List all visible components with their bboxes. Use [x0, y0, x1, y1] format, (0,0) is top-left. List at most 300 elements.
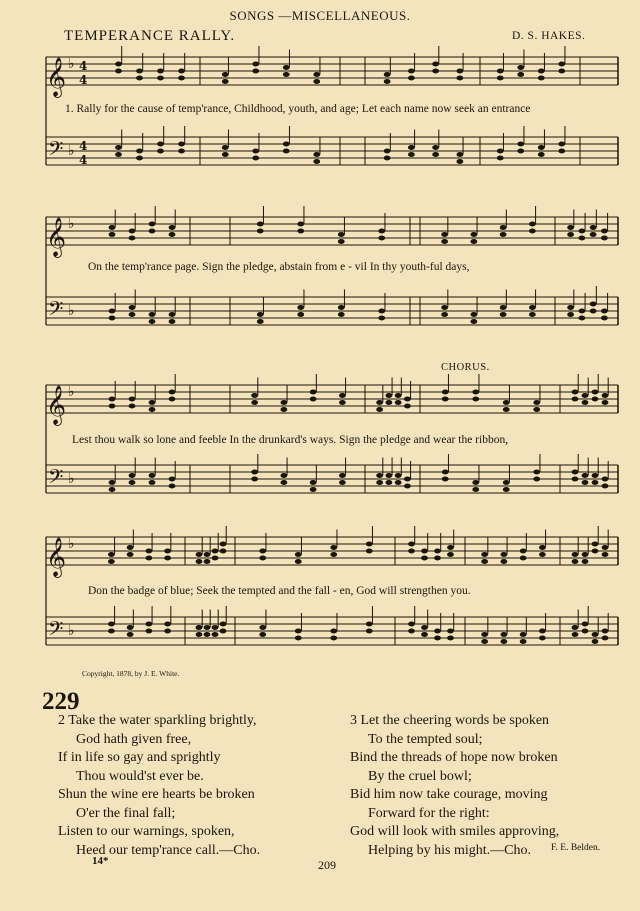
- time-signature-top: 4: [79, 139, 88, 153]
- verse-3: [350, 712, 559, 860]
- flat-sign-icon: ♭: [68, 56, 75, 72]
- note-head: [533, 470, 540, 475]
- verse-line: By the cruel bowl;: [368, 768, 472, 784]
- note-head: [169, 484, 176, 489]
- note-head: [149, 400, 156, 405]
- note-head: [385, 473, 392, 478]
- note-head: [567, 225, 574, 230]
- note-head: [384, 156, 391, 161]
- bass-clef-icon: 𝄢: [48, 297, 64, 325]
- note-head: [408, 152, 415, 157]
- music-system-2: [40, 205, 620, 355]
- note-head: [497, 156, 504, 161]
- note-head: [212, 632, 219, 637]
- note-head: [602, 636, 609, 641]
- note-head: [330, 545, 337, 550]
- note-head: [109, 397, 116, 402]
- flat-sign-icon: ♭: [68, 536, 75, 552]
- note-head: [149, 480, 156, 485]
- note-head: [297, 222, 304, 227]
- note-head: [578, 236, 585, 241]
- note-head: [115, 152, 122, 157]
- note-head: [500, 639, 507, 644]
- note-head: [330, 552, 337, 557]
- note-head: [592, 473, 599, 478]
- time-signature-bottom: 4: [79, 153, 88, 167]
- note-head: [145, 629, 152, 634]
- note-head: [109, 225, 116, 230]
- note-head: [297, 229, 304, 234]
- note-head: [408, 542, 415, 547]
- note-head: [470, 239, 477, 244]
- verse-line: Listen to our warnings, spoken,: [58, 824, 235, 839]
- note-head: [572, 559, 579, 564]
- note-head: [442, 397, 449, 402]
- verse-line: God will look with smiles approving,: [350, 824, 560, 839]
- note-head: [578, 316, 585, 321]
- treble-clef-icon: 𝄞: [46, 385, 67, 425]
- note-head: [456, 69, 463, 74]
- note-head: [313, 79, 320, 84]
- note-head: [378, 316, 385, 321]
- verse-line: Thou would'st ever be.: [76, 768, 204, 784]
- note-head: [129, 397, 136, 402]
- flat-sign-icon: ♭: [68, 143, 75, 159]
- composer-credit: D. S. HAKES.: [512, 30, 586, 42]
- note-head: [338, 239, 345, 244]
- note-head: [212, 625, 219, 630]
- note-head: [251, 400, 258, 405]
- note-head: [472, 487, 479, 492]
- note-head: [145, 622, 152, 627]
- note-head: [378, 309, 385, 314]
- note-head: [196, 625, 203, 630]
- flat-sign-icon: ♭: [68, 384, 75, 400]
- note-head: [590, 225, 597, 230]
- verse-line: If in life so gay and sprightly: [58, 750, 221, 765]
- note-head: [109, 480, 116, 485]
- note-head: [313, 72, 320, 77]
- note-head: [251, 470, 258, 475]
- note-head: [310, 390, 317, 395]
- note-head: [313, 159, 320, 164]
- note-head: [259, 556, 266, 561]
- note-head: [129, 305, 136, 310]
- note-head: [558, 62, 565, 67]
- note-head: [295, 552, 302, 557]
- note-head: [136, 76, 143, 81]
- note-head: [220, 622, 227, 627]
- note-head: [280, 407, 287, 412]
- note-head: [136, 69, 143, 74]
- note-head: [441, 312, 448, 317]
- note-head: [127, 625, 134, 630]
- note-head: [384, 72, 391, 77]
- note-head: [447, 636, 454, 641]
- note-head: [339, 480, 346, 485]
- note-head: [108, 559, 115, 564]
- note-head: [582, 480, 589, 485]
- note-head: [295, 629, 302, 634]
- note-head: [283, 142, 290, 147]
- note-head: [252, 69, 259, 74]
- note-head: [378, 229, 385, 234]
- note-head: [108, 622, 115, 627]
- note-head: [385, 400, 392, 405]
- note-head: [313, 152, 320, 157]
- treble-clef-icon: 𝄞: [46, 217, 67, 257]
- flat-sign-icon: ♭: [68, 303, 75, 319]
- note-head: [529, 229, 536, 234]
- note-head: [259, 632, 266, 637]
- note-head: [592, 639, 599, 644]
- note-head: [297, 312, 304, 317]
- note-head: [204, 559, 211, 564]
- note-head: [259, 625, 266, 630]
- note-head: [578, 309, 585, 314]
- note-head: [456, 76, 463, 81]
- note-head: [129, 480, 136, 485]
- note-head: [520, 632, 527, 637]
- verse-line: God hath given free,: [76, 731, 192, 747]
- note-head: [472, 480, 479, 485]
- note-head: [567, 312, 574, 317]
- hymn-number: 229: [42, 688, 80, 715]
- note-head: [572, 552, 579, 557]
- note-head: [592, 480, 599, 485]
- note-head: [472, 397, 479, 402]
- note-head: [169, 477, 176, 482]
- music-system-1: [40, 45, 620, 195]
- note-head: [196, 552, 203, 557]
- note-head: [376, 473, 383, 478]
- verse-line: 2 Take the water sparkling brightly,: [58, 713, 257, 728]
- note-head: [602, 552, 609, 557]
- note-head: [109, 232, 116, 237]
- note-head: [297, 305, 304, 310]
- note-head: [481, 552, 488, 557]
- note-head: [582, 393, 589, 398]
- lyric-line-3: Lest thou walk so lone and feeble In the drunkard's ways. Sign the pledge and wear the ribbon,: [72, 434, 509, 446]
- note-head: [395, 393, 402, 398]
- note-head: [220, 549, 227, 554]
- verse-line: Shun the wine ere hearts be broken: [58, 787, 255, 802]
- note-head: [572, 397, 579, 402]
- note-head: [497, 69, 504, 74]
- note-head: [434, 549, 441, 554]
- note-head: [115, 69, 122, 74]
- note-head: [169, 397, 176, 402]
- note-head: [222, 79, 229, 84]
- note-head: [456, 152, 463, 157]
- note-head: [108, 629, 115, 634]
- note-head: [385, 393, 392, 398]
- note-head: [109, 309, 116, 314]
- note-head: [481, 559, 488, 564]
- note-head: [539, 629, 546, 634]
- note-head: [310, 487, 317, 492]
- note-head: [136, 156, 143, 161]
- note-head: [602, 393, 609, 398]
- verse-2: [58, 712, 260, 860]
- verse-line: Heed our temp'rance call.—Cho.: [76, 842, 261, 858]
- note-head: [447, 545, 454, 550]
- note-head: [470, 312, 477, 317]
- note-head: [252, 156, 259, 161]
- note-head: [109, 487, 116, 492]
- note-head: [567, 232, 574, 237]
- note-head: [339, 400, 346, 405]
- note-head: [295, 559, 302, 564]
- note-head: [164, 556, 171, 561]
- note-head: [149, 229, 156, 234]
- note-head: [169, 232, 176, 237]
- note-head: [592, 397, 599, 402]
- note-head: [115, 62, 122, 67]
- note-head: [500, 305, 507, 310]
- note-head: [280, 480, 287, 485]
- note-head: [539, 545, 546, 550]
- verse-line: Forward for the right:: [368, 805, 490, 821]
- verse-line: Bid him now take courage, moving: [350, 787, 548, 802]
- note-head: [572, 470, 579, 475]
- note-head: [366, 542, 373, 547]
- note-head: [257, 312, 264, 317]
- note-head: [558, 149, 565, 154]
- note-head: [500, 559, 507, 564]
- note-head: [404, 397, 411, 402]
- note-head: [404, 484, 411, 489]
- note-head: [129, 404, 136, 409]
- note-head: [178, 76, 185, 81]
- note-head: [432, 145, 439, 150]
- note-head: [517, 142, 524, 147]
- note-head: [395, 473, 402, 478]
- note-head: [169, 312, 176, 317]
- note-head: [378, 236, 385, 241]
- note-head: [149, 407, 156, 412]
- note-head: [404, 477, 411, 482]
- note-head: [582, 559, 589, 564]
- note-head: [384, 79, 391, 84]
- note-head: [338, 312, 345, 317]
- note-head: [481, 639, 488, 644]
- note-head: [456, 159, 463, 164]
- note-head: [157, 149, 164, 154]
- note-head: [212, 549, 219, 554]
- note-head: [500, 312, 507, 317]
- music-system-3: [40, 373, 620, 523]
- note-head: [500, 632, 507, 637]
- note-head: [529, 305, 536, 310]
- note-head: [149, 319, 156, 324]
- note-head: [520, 549, 527, 554]
- note-head: [408, 145, 415, 150]
- note-head: [109, 316, 116, 321]
- note-head: [283, 65, 290, 70]
- note-head: [109, 404, 116, 409]
- lyric-line-4: Don the badge of blue; Seek the tempted and the fall - en, God will strengthen you.: [88, 585, 471, 597]
- note-head: [310, 397, 317, 402]
- note-head: [257, 222, 264, 227]
- note-head: [432, 62, 439, 67]
- note-head: [442, 470, 449, 475]
- treble-clef-icon: 𝄞: [46, 537, 67, 577]
- note-head: [558, 142, 565, 147]
- note-head: [572, 625, 579, 630]
- note-head: [338, 232, 345, 237]
- verse-line: O'er the final fall;: [76, 805, 176, 821]
- note-head: [196, 632, 203, 637]
- note-head: [470, 232, 477, 237]
- note-head: [129, 229, 136, 234]
- note-head: [601, 309, 608, 314]
- note-head: [517, 65, 524, 70]
- note-head: [145, 549, 152, 554]
- note-head: [592, 632, 599, 637]
- note-head: [310, 480, 317, 485]
- note-head: [503, 487, 510, 492]
- note-head: [339, 473, 346, 478]
- note-head: [602, 400, 609, 405]
- bass-clef-icon: 𝄢: [48, 617, 64, 645]
- note-head: [592, 542, 599, 547]
- verse-line: 3 Let the cheering words be spoken: [350, 713, 550, 728]
- note-head: [330, 629, 337, 634]
- note-head: [602, 545, 609, 550]
- note-head: [432, 69, 439, 74]
- note-head: [578, 229, 585, 234]
- note-head: [252, 62, 259, 67]
- note-head: [582, 552, 589, 557]
- note-head: [178, 69, 185, 74]
- note-head: [533, 400, 540, 405]
- flat-sign-icon: ♭: [68, 471, 75, 487]
- note-head: [283, 149, 290, 154]
- note-head: [500, 225, 507, 230]
- time-signature-top: 4: [79, 59, 88, 73]
- note-head: [538, 69, 545, 74]
- note-head: [590, 309, 597, 314]
- flat-sign-icon: ♭: [68, 216, 75, 232]
- note-head: [164, 549, 171, 554]
- note-head: [178, 142, 185, 147]
- note-head: [434, 629, 441, 634]
- verse-line: To the tempted soul;: [368, 731, 483, 747]
- note-head: [572, 390, 579, 395]
- note-head: [408, 69, 415, 74]
- note-head: [408, 549, 415, 554]
- note-head: [500, 232, 507, 237]
- note-head: [602, 629, 609, 634]
- note-head: [136, 149, 143, 154]
- note-head: [157, 142, 164, 147]
- note-head: [395, 480, 402, 485]
- time-signature-bottom: 4: [79, 73, 88, 87]
- note-head: [408, 76, 415, 81]
- note-head: [376, 480, 383, 485]
- note-head: [385, 480, 392, 485]
- note-head: [127, 632, 134, 637]
- note-head: [222, 152, 229, 157]
- note-head: [127, 545, 134, 550]
- note-head: [441, 239, 448, 244]
- note-head: [252, 149, 259, 154]
- note-head: [149, 222, 156, 227]
- note-head: [582, 629, 589, 634]
- note-head: [601, 236, 608, 241]
- note-head: [533, 477, 540, 482]
- note-head: [366, 549, 373, 554]
- note-head: [447, 629, 454, 634]
- note-head: [330, 636, 337, 641]
- note-head: [434, 636, 441, 641]
- note-head: [500, 552, 507, 557]
- note-head: [178, 149, 185, 154]
- signature-mark: 14*: [92, 855, 109, 867]
- music-system-4: [40, 525, 620, 675]
- note-head: [517, 72, 524, 77]
- hymn-title: TEMPERANCE RALLY.: [64, 28, 236, 44]
- note-head: [339, 393, 346, 398]
- note-head: [497, 149, 504, 154]
- note-head: [503, 400, 510, 405]
- note-head: [503, 480, 510, 485]
- bass-clef-icon: 𝄢: [48, 137, 64, 165]
- note-head: [251, 393, 258, 398]
- lyric-line-1: 1. Rally for the cause of temp'rance, Childhood, youth, and age; Let each name now seek an entrance: [65, 103, 531, 115]
- note-head: [204, 625, 211, 630]
- note-head: [338, 305, 345, 310]
- note-head: [481, 632, 488, 637]
- flat-sign-icon: ♭: [68, 623, 75, 639]
- note-head: [539, 636, 546, 641]
- chorus-label: CHORUS.: [441, 362, 490, 373]
- note-head: [529, 312, 536, 317]
- note-head: [558, 69, 565, 74]
- note-head: [567, 305, 574, 310]
- note-head: [222, 72, 229, 77]
- note-head: [520, 639, 527, 644]
- note-head: [376, 400, 383, 405]
- note-head: [395, 400, 402, 405]
- running-header: SONGS —MISCELLANEOUS.: [229, 8, 411, 23]
- note-head: [220, 542, 227, 547]
- note-head: [169, 319, 176, 324]
- note-head: [582, 473, 589, 478]
- note-head: [129, 473, 136, 478]
- note-head: [251, 477, 258, 482]
- note-head: [408, 629, 415, 634]
- note-head: [257, 319, 264, 324]
- note-head: [384, 149, 391, 154]
- note-head: [442, 390, 449, 395]
- note-head: [169, 390, 176, 395]
- note-head: [145, 556, 152, 561]
- verse-line: Helping by his might.—Cho.: [368, 842, 531, 858]
- note-head: [592, 390, 599, 395]
- note-head: [538, 145, 545, 150]
- note-head: [582, 622, 589, 627]
- note-head: [447, 552, 454, 557]
- note-head: [421, 625, 428, 630]
- bass-clef-icon: 𝄢: [48, 465, 64, 493]
- note-head: [408, 622, 415, 627]
- note-head: [572, 632, 579, 637]
- note-head: [572, 477, 579, 482]
- note-head: [590, 302, 597, 307]
- note-head: [149, 473, 156, 478]
